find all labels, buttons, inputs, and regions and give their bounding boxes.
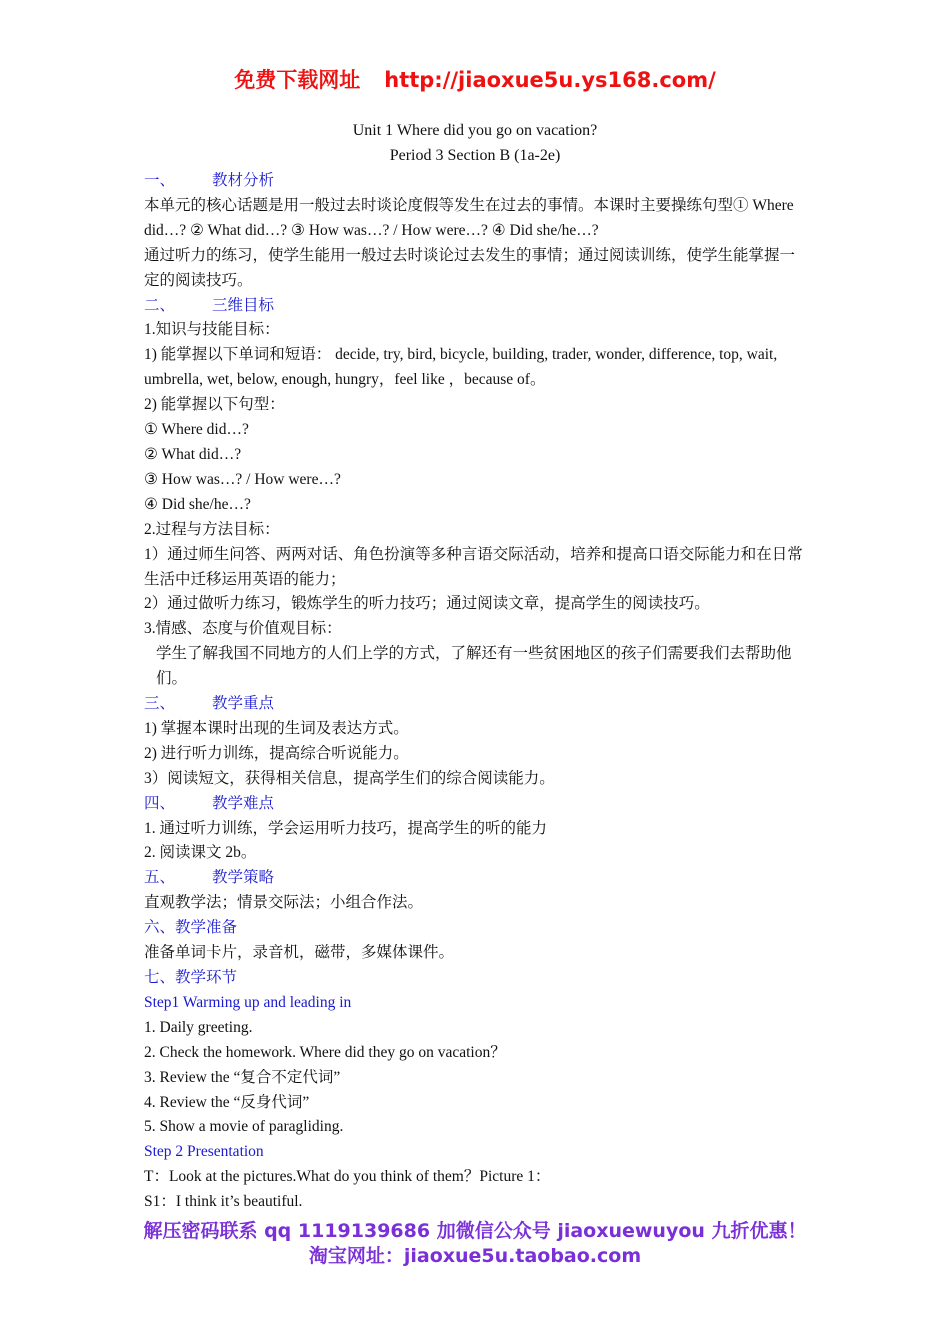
list-item: 2. 阅读课文 2b。 [144,844,257,862]
paragraph: 直观教学法；情景交际法；小组合作法。 [144,894,424,912]
paragraph: 通过听力的练习，使学生能用一般过去时谈论过去发生的事情；通过阅读训练，使学生能掌握一定的阅读技巧。 [144,246,796,289]
doc-title: Unit 1 Where did you go on vacation? [352,122,598,139]
goal-item: 2) 能掌握以下句型： [144,396,285,414]
dialogue-line: T：Look at the pictures.What do you think of them？Picture 1： [144,1168,551,1186]
list-item: 3. Review the “复合不定代词” [144,1068,341,1086]
paragraph: 本单元的核心话题是用一般过去时谈论度假等发生在过去的事情。本课时主要操练句型① Where did…? ② What did…? ③ How was…? / How were…? ④ Did she/he…? [144,196,794,239]
goal-title: 1.知识与技能目标： [144,321,280,339]
section-heading-5: 五、 教学策略 [144,869,275,887]
list-item: 2) 进行听力训练，提高综合听说能力。 [144,744,409,762]
banner-label: 免费下载网址 [234,68,361,92]
goal-title: 2.过程与方法目标： [144,520,280,538]
section-heading-2: 二、 三维目标 [144,296,275,314]
goal-item: 1）通过师生问答、两两对话、角色扮演等多种言语交际活动，培养和提高口语交际能力和在日常生活中迁移运用英语的能力； [144,545,803,588]
list-item: 3）阅读短文，获得相关信息，提高学生们的综合阅读能力。 [144,769,555,787]
sentence-pattern: ④ Did she/he…? [144,495,251,513]
footer-shop-link[interactable]: 淘宝网址：jiaoxue5u.taobao.com [308,1245,642,1267]
section-heading-4: 四、 教学难点 [144,794,275,812]
list-item: 1. 通过听力训练，学会运用听力技巧，提高学生的听的能力 [144,819,548,837]
section-heading-6: 六、教学准备 [144,919,238,937]
goal-title: 3.情感、态度与价值观目标： [144,620,342,638]
download-banner [0,64,950,94]
list-item: 1. Daily greeting. [144,1018,253,1036]
vocabulary-paragraph: 1) 能掌握以下单词和短语： decide, try, bird, bicycle, building, trader, wonder, difference, top, wait, umbrella, wet, below, enough, hungry，feel like ，because of。 [144,346,778,389]
document-body [144,169,808,1215]
dialogue-line: S1：I think it’s beautiful. [144,1193,303,1211]
list-item: 1) 掌握本课时出现的生词及表达方式。 [144,719,409,737]
section-heading-1: 一、 教材分析 [144,172,275,189]
banner-url-link[interactable]: http://jiaoxue5u.ys168.com/ [384,68,716,92]
footer-contact: 解压密码联系 qq 1119139686 加微信公众号 jiaoxuewuyou 九折优惠！ [143,1220,807,1242]
goal-item: 学生了解我国不同地方的人们上学的方式，了解还有一些贫困地区的孩子们需要我们去帮助他们。 [156,645,792,688]
goal-item: 2）通过做听力练习，锻炼学生的听力技巧；通过阅读文章，提高学生的阅读技巧。 [144,595,710,613]
step-heading: Step 2 Presentation [144,1143,264,1161]
doc-subtitle: Period 3 Section B (1a-2e) [389,147,561,164]
sentence-pattern: ③ How was…? / How were…? [144,470,341,488]
step-heading: Step1 Warming up and leading in [144,993,352,1011]
list-item: 4. Review the “反身代词” [144,1093,310,1111]
sentence-pattern: ② What did…? [144,445,242,463]
paragraph: 准备单词卡片，录音机，磁带，多媒体课件。 [144,944,455,962]
section-heading-3: 三、 教学重点 [144,695,275,713]
sentence-pattern: ① Where did…? [144,421,249,439]
list-item: 5. Show a movie of paragliding. [144,1118,344,1136]
section-heading-7: 七、教学环节 [144,969,238,986]
list-item: 2. Check the homework. Where did they go on vacation？ [144,1043,506,1061]
